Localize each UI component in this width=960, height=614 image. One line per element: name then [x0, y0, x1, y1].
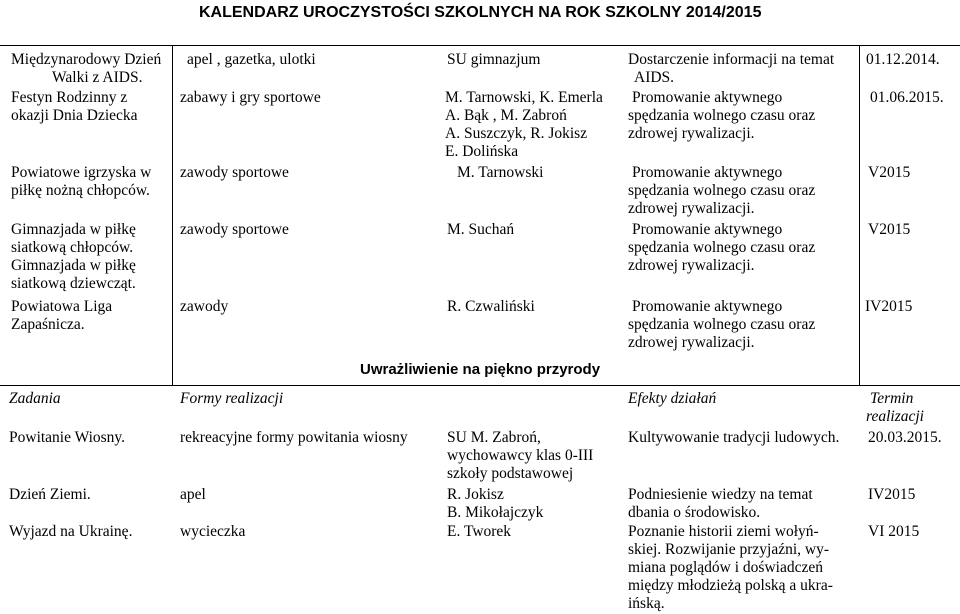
who-text: M. Tarnowski, K. Emerla [445, 89, 603, 106]
effect-text: spędzania wolnego czasu oraz [628, 107, 816, 124]
effect-text: ińską. [628, 595, 665, 612]
date-text: 01.12.2014. [866, 51, 940, 68]
effect-text: Promowanie aktywnego [632, 298, 783, 315]
header-date: Termin [870, 390, 914, 407]
effect-text: dbania o środowisko. [628, 504, 761, 521]
who-text: wychowawcy klas 0-III [447, 447, 594, 464]
effect-text: Podniesienie wiedzy na temat [628, 486, 813, 503]
header-task: Zadania [9, 390, 61, 407]
effect-text: Kultywowanie tradycji ludowych. [628, 429, 840, 446]
who-text: A. Suszczyk, R. Jokisz [445, 125, 588, 142]
task-text: okazji Dnia Dziecka [11, 107, 138, 124]
who-text: B. Mikołajczyk [447, 504, 544, 521]
who-text: R. Jokisz [447, 486, 504, 503]
who-text: R. Czwaliński [447, 298, 535, 315]
who-text: SU M. Zabroń, [447, 429, 541, 446]
task-text: Międzynarodowy Dzień [11, 51, 162, 68]
who-text: E. Tworek [447, 523, 512, 540]
task-text: Dzień Ziemi. [9, 486, 91, 503]
effect-text: spędzania wolnego czasu oraz [628, 316, 816, 333]
section-title: Uwrażliwienie na piękno przyrody [360, 361, 601, 378]
task-text: Powiatowa Liga [11, 298, 113, 315]
effect-text: Poznanie historii ziemi wołyń- [628, 523, 819, 540]
column-divider-2 [859, 45, 860, 385]
task-text: Festyn Rodzinny z [11, 89, 128, 106]
header-date: realizacji [866, 408, 924, 425]
task-text: piłkę nożną chłopców. [11, 182, 150, 199]
form-text: apel [180, 486, 206, 503]
task-text: siatkową dziewcząt. [11, 275, 136, 292]
effect-text: zdrowej rywalizacji. [628, 334, 755, 351]
form-text: zawody [180, 298, 229, 315]
form-text: wycieczka [180, 523, 246, 540]
who-text: SU gimnazjum [447, 51, 541, 68]
page-title: KALENDARZ UROCZYSTOŚCI SZKOLNYCH NA ROK SZKOLNY 2014/2015 [199, 4, 762, 21]
task-text: Gimnazjada w piłkę [11, 221, 136, 238]
column-divider-1 [172, 45, 173, 385]
date-text: 01.06.2015. [870, 89, 944, 106]
task-text: Walki z AIDS. [52, 69, 143, 86]
effect-text: spędzania wolnego czasu oraz [628, 182, 816, 199]
form-text: apel , gazetka, ulotki [187, 51, 316, 68]
effect-text: zdrowej rywalizacji. [628, 200, 755, 217]
task-text: Powitanie Wiosny. [9, 429, 126, 446]
header-form: Formy realizacji [180, 390, 284, 407]
date-text: IV2015 [865, 298, 913, 315]
table-border-top [0, 45, 960, 46]
form-text: zabawy i gry sportowe [180, 89, 321, 106]
effect-text: AIDS. [634, 69, 675, 86]
task-text: Gimnazjada w piłkę [11, 257, 136, 274]
section-divider [0, 385, 960, 386]
who-text: A. Bąk , M. Zabroń [445, 107, 567, 124]
header-effect: Efekty działań [628, 390, 717, 407]
effect-text: Promowanie aktywnego [632, 164, 783, 181]
form-text: rekreacyjne formy powitania wiosny [180, 429, 408, 446]
who-text: M. Suchań [447, 221, 515, 238]
effect-text: zdrowej rywalizacji. [628, 125, 755, 142]
date-text: VI 2015 [868, 523, 920, 540]
effect-text: spędzania wolnego czasu oraz [628, 239, 816, 256]
task-text: siatkową chłopców. [11, 239, 134, 256]
date-text: V2015 [868, 221, 911, 238]
date-text: IV2015 [868, 486, 916, 503]
effect-text: Promowanie aktywnego [632, 221, 783, 238]
date-text: 20.03.2015. [868, 429, 942, 446]
form-text: zawody sportowe [180, 164, 289, 181]
effect-text: Promowanie aktywnego [632, 89, 783, 106]
task-text: Zapaśnicza. [11, 316, 85, 333]
who-text: E. Dolińska [445, 143, 519, 160]
date-text: V2015 [868, 164, 911, 181]
form-text: zawody sportowe [180, 221, 289, 238]
effect-text: miana poglądów i doświadczeń [628, 559, 823, 576]
who-text: szkoły podstawowej [447, 465, 574, 482]
effect-text: Dostarczenie informacji na temat [628, 51, 835, 68]
who-text: M. Tarnowski [457, 164, 544, 181]
effect-text: między młodzieżą polską a ukra- [628, 577, 833, 594]
task-text: Wyjazd na Ukrainę. [9, 523, 133, 540]
task-text: Powiatowe igrzyska w [11, 164, 152, 181]
effect-text: skiej. Rozwijanie przyjaźni, wy- [628, 541, 830, 558]
effect-text: zdrowej rywalizacji. [628, 257, 755, 274]
